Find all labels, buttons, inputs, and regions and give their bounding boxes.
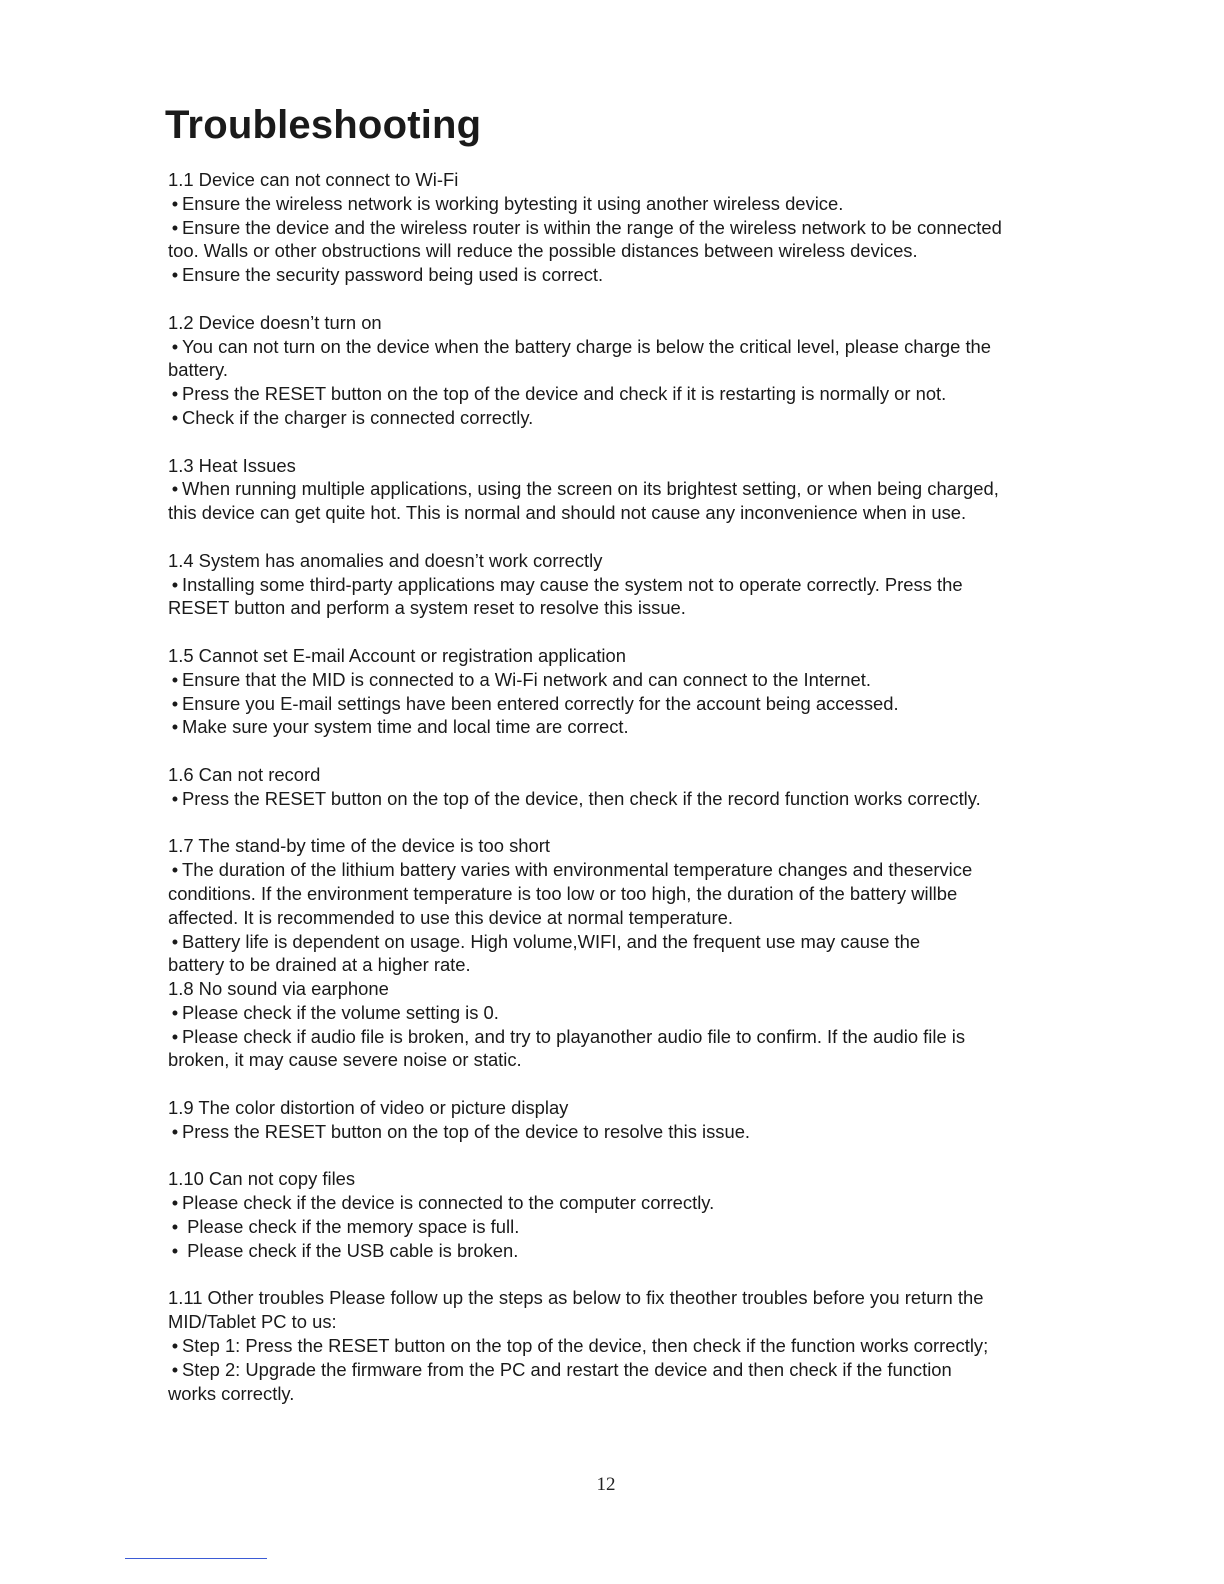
footnote-divider: [125, 1558, 267, 1559]
continuation-text: RESET button and perform a system reset to resolve this issue.: [168, 597, 686, 619]
section-heading: 1.5 Cannot set E-mail Account or registration application: [168, 644, 626, 666]
bullet-icon: •: [171, 216, 179, 238]
troubleshooting-section: [168, 549, 1078, 620]
troubleshooting-section: [168, 1096, 1078, 1144]
bullet-text: Please check if the device is connected to the computer correctly.: [182, 1192, 715, 1214]
continuation-text: MID/Tablet PC to us:: [168, 1311, 337, 1333]
bullet-text: You can not turn on the device when the battery charge is below the critical level, please charge the: [182, 335, 992, 357]
section-heading: 1.2 Device doesn’t turn on: [168, 311, 382, 333]
bullet-icon: •: [171, 692, 179, 714]
bullet-text: Step 1: Press the RESET button on the top of the device, then check if the function works correctly;: [182, 1335, 989, 1357]
bullet-item: [168, 1334, 1078, 1358]
bullet-item: [168, 477, 1078, 501]
continuation-text: affected. It is recommended to use this device at normal temperature.: [168, 906, 733, 928]
troubleshooting-section: [168, 834, 1078, 977]
bullet-text: Please check if the USB cable is broken.: [182, 1239, 519, 1261]
section-heading: 1.11 Other troubles Please follow up the steps as below to fix theother troubles before you return the: [168, 1287, 984, 1309]
section-heading: 1.3 Heat Issues: [168, 454, 296, 476]
bullet-item: [168, 1025, 1078, 1049]
bullet-icon: •: [171, 859, 179, 881]
bullet-item: [168, 573, 1078, 597]
troubleshooting-section: [168, 977, 1078, 1072]
troubleshooting-section: [168, 763, 1078, 811]
bullet-icon: •: [171, 1216, 179, 1238]
bullet-icon: •: [171, 1335, 179, 1357]
bullet-text: Step 2: Upgrade the firmware from the PC and restart the device and then check if the function: [182, 1358, 952, 1380]
bullet-item: [168, 668, 1078, 692]
bullet-item: [168, 216, 1078, 240]
continuation-text: too. Walls or other obstructions will reduce the possible distances between wireless devices.: [168, 240, 918, 262]
bullet-text: Battery life is dependent on usage. High volume,WIFI, and the frequent use may cause the: [182, 930, 921, 952]
section-heading: 1.8 No sound via earphone: [168, 978, 389, 1000]
bullet-text: Press the RESET button on the top of the device to resolve this issue.: [182, 1120, 751, 1142]
bullet-text: Please check if the volume setting is 0.: [182, 1001, 499, 1023]
bullet-item: [168, 406, 1078, 430]
bullet-item: [168, 787, 1078, 811]
bullet-item: [168, 1239, 1078, 1263]
troubleshooting-content: [168, 168, 1078, 1429]
troubleshooting-section: [168, 454, 1078, 525]
section-heading: 1.10 Can not copy files: [168, 1168, 356, 1190]
section-heading: 1.6 Can not record: [168, 763, 321, 785]
page-title: Troubleshooting: [165, 103, 482, 147]
bullet-icon: •: [171, 264, 179, 286]
bullet-text: Press the RESET button on the top of the device and check if it is restarting is normally or not.: [182, 383, 947, 405]
bullet-item: [168, 715, 1078, 739]
bullet-item: [168, 263, 1078, 287]
bullet-icon: •: [171, 1239, 179, 1261]
section-heading: 1.9 The color distortion of video or picture display: [168, 1097, 569, 1119]
continuation-text: battery to be drained at a higher rate.: [168, 954, 471, 976]
bullet-icon: •: [171, 787, 179, 809]
bullet-item: [168, 1001, 1078, 1025]
bullet-icon: •: [171, 668, 179, 690]
section-heading: 1.4 System has anomalies and doesn’t work correctly: [168, 549, 603, 571]
bullet-item: [168, 335, 1078, 359]
continuation-text: this device can get quite hot. This is normal and should not cause any inconvenience when in use.: [168, 502, 967, 524]
bullet-icon: •: [171, 573, 179, 595]
bullet-icon: •: [171, 1192, 179, 1214]
troubleshooting-section: [168, 1286, 1078, 1405]
bullet-icon: •: [171, 1001, 179, 1023]
troubleshooting-section: [168, 1167, 1078, 1262]
bullet-text: Ensure that the MID is connected to a Wi-Fi network and can connect to the Internet.: [182, 668, 871, 690]
bullet-icon: •: [171, 1358, 179, 1380]
bullet-icon: •: [171, 1025, 179, 1047]
continuation-text: broken, it may cause severe noise or static.: [168, 1049, 522, 1071]
page-number: 12: [596, 1474, 616, 1495]
bullet-text: Please check if audio file is broken, and try to playanother audio file to confirm. If the audio file is: [182, 1025, 966, 1047]
bullet-icon: •: [171, 716, 179, 738]
bullet-item: [168, 1358, 1078, 1382]
troubleshooting-section: [168, 311, 1078, 430]
bullet-icon: •: [171, 930, 179, 952]
bullet-text: Installing some third-party applications may cause the system not to operate correctly. Press the: [182, 573, 963, 595]
bullet-item: [168, 1215, 1078, 1239]
bullet-icon: •: [171, 1120, 179, 1142]
bullet-icon: •: [171, 478, 179, 500]
bullet-icon: •: [171, 406, 179, 428]
bullet-text: Ensure the device and the wireless router is within the range of the wireless network to be connected: [182, 216, 1002, 238]
bullet-icon: •: [171, 192, 179, 214]
bullet-text: Ensure you E-mail settings have been entered correctly for the account being accessed.: [182, 692, 899, 714]
bullet-text: Please check if the memory space is full.: [182, 1216, 520, 1238]
bullet-item: [168, 382, 1078, 406]
troubleshooting-section: [168, 168, 1078, 287]
bullet-item: [168, 192, 1078, 216]
section-heading: 1.1 Device can not connect to Wi-Fi: [168, 169, 459, 190]
bullet-item: [168, 858, 1078, 882]
bullet-text: Check if the charger is connected correctly.: [182, 406, 534, 428]
bullet-item: [168, 1120, 1078, 1144]
bullet-text: Ensure the security password being used is correct.: [182, 264, 604, 286]
continuation-text: conditions. If the environment temperature is too low or too high, the duration of the battery willbe: [168, 882, 958, 904]
bullet-icon: •: [171, 383, 179, 405]
bullet-icon: •: [171, 335, 179, 357]
bullet-text: Press the RESET button on the top of the device, then check if the record function works correctly.: [182, 787, 981, 809]
bullet-text: Make sure your system time and local time are correct.: [182, 716, 629, 738]
bullet-item: [168, 1191, 1078, 1215]
bullet-text: Ensure the wireless network is working bytesting it using another wireless device.: [182, 192, 844, 214]
bullet-text: When running multiple applications, using the screen on its brightest setting, or when being charged,: [182, 478, 999, 500]
bullet-text: The duration of the lithium battery varies with environmental temperature changes and theservice: [182, 859, 973, 881]
continuation-text: battery.: [168, 359, 228, 381]
bullet-item: [168, 930, 1078, 954]
section-heading: 1.7 The stand-by time of the device is too short: [168, 835, 550, 857]
bullet-item: [168, 692, 1078, 716]
continuation-text: works correctly.: [168, 1382, 295, 1404]
troubleshooting-section: [168, 644, 1078, 739]
